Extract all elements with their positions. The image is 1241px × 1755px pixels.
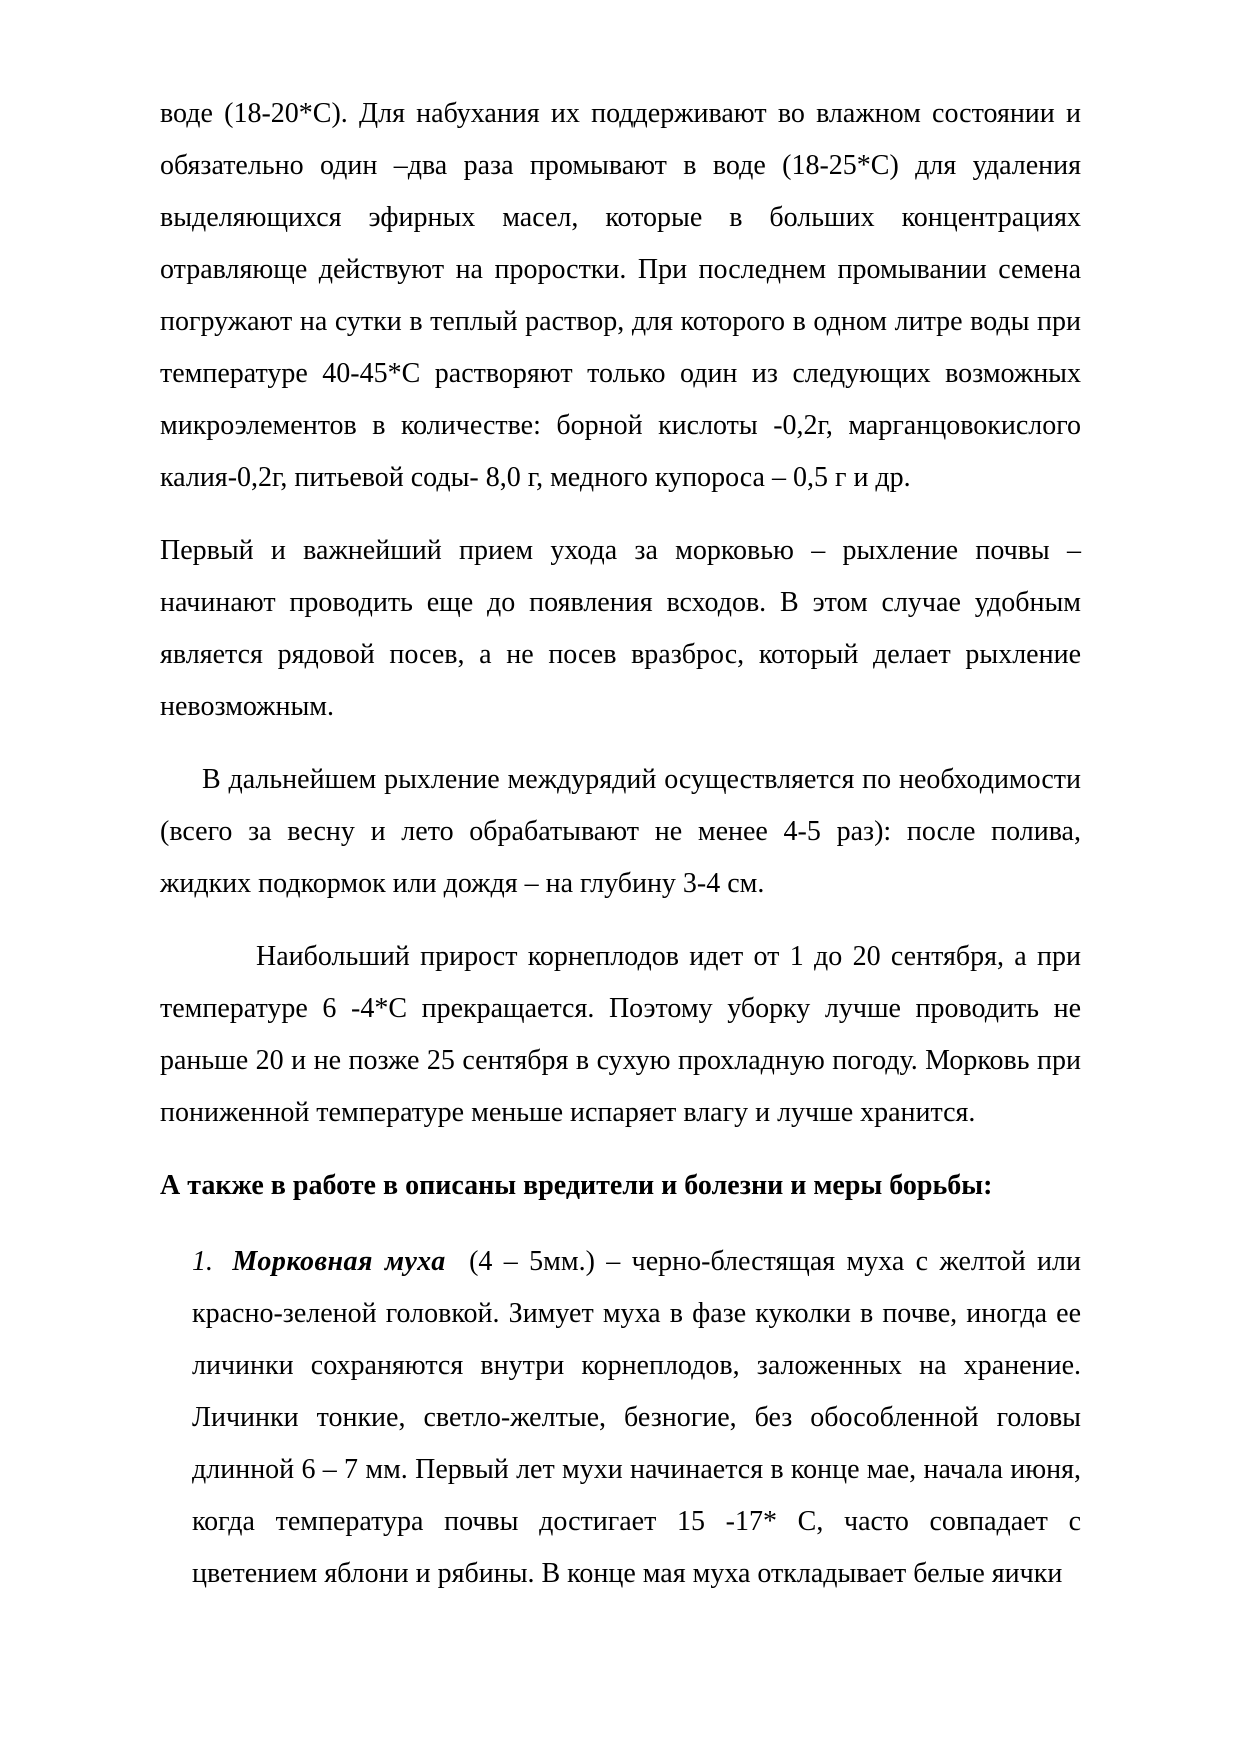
paragraph-harvest-timing: Наибольший прирост корнеплодов идет от 1 до 20 сентября, а при температуре 6 -4*С прекращается. Поэтому уборку лучше проводить не раньше 20 и не позже 25 сентября в сухую прохладную погоду. Морковь при пониженной температуре меньше испаряет влагу и лучше хранится. — [160, 941, 1081, 1128]
section-heading-pests: А также в работе в описаны вредители и болезни и меры борьбы: — [160, 1170, 993, 1201]
list-item-number: 1. — [192, 1246, 213, 1277]
paragraph-soil-loosening: Первый и важнейший прием ухода за морковью – рыхление почвы – начинают проводить еще до появления всходов. В этом случае удобным является рядовой посев, а не посев вразброс, который делает рыхление невозможным. — [160, 535, 1081, 722]
list-item-text: (4 – 5мм.) – черно-блестящая муха с желтой или красно-зеленой головкой. Зимует муха в фазе куколки в почве, иногда ее личинки сохраняются внутри корнеплодов, заложенных на хранение. Личинки тонкие, светло-желтые, безногие, без обособленной головы длинной 6 – 7 мм. Первый лет мухи начинается в конце мае, начала июня, когда температура почвы достигает 15 -17* С, часто совпадает с цветением яблони и рябины. В конце мая муха откладывает белые яички — [192, 1246, 1082, 1589]
paragraph-row-spacing: В дальнейшем рыхление междурядий осуществляется по необходимости (всего за весну и лето обрабатывают не менее 4-5 раз): после полива, жидких подкормок или дождя – на глубину 3-4 см. — [160, 764, 1081, 899]
list-item-carrot-fly — [192, 1236, 1081, 1600]
paragraph-seed-soaking: воде (18-20*С). Для набухания их поддерживают во влажном состоянии и обязательно один –два раза промывают в воде (18-25*С) для удаления выделяющихся эфирных масел, которые в больших концентрациях отравляюще действуют на проростки. При последнем промывании семена погружают на сутки в теплый раствор, для которого в одном литре воды при температуре 40-45*С растворяют только один из следующих возможных микроэлементов в количестве: борной кислоты -0,2г, марганцовокислого калия-0,2г, питьевой соды- 8,0 г, медного купороса – 0,5 г и др. — [160, 98, 1081, 493]
pest-name: Морковная муха — [232, 1246, 446, 1277]
